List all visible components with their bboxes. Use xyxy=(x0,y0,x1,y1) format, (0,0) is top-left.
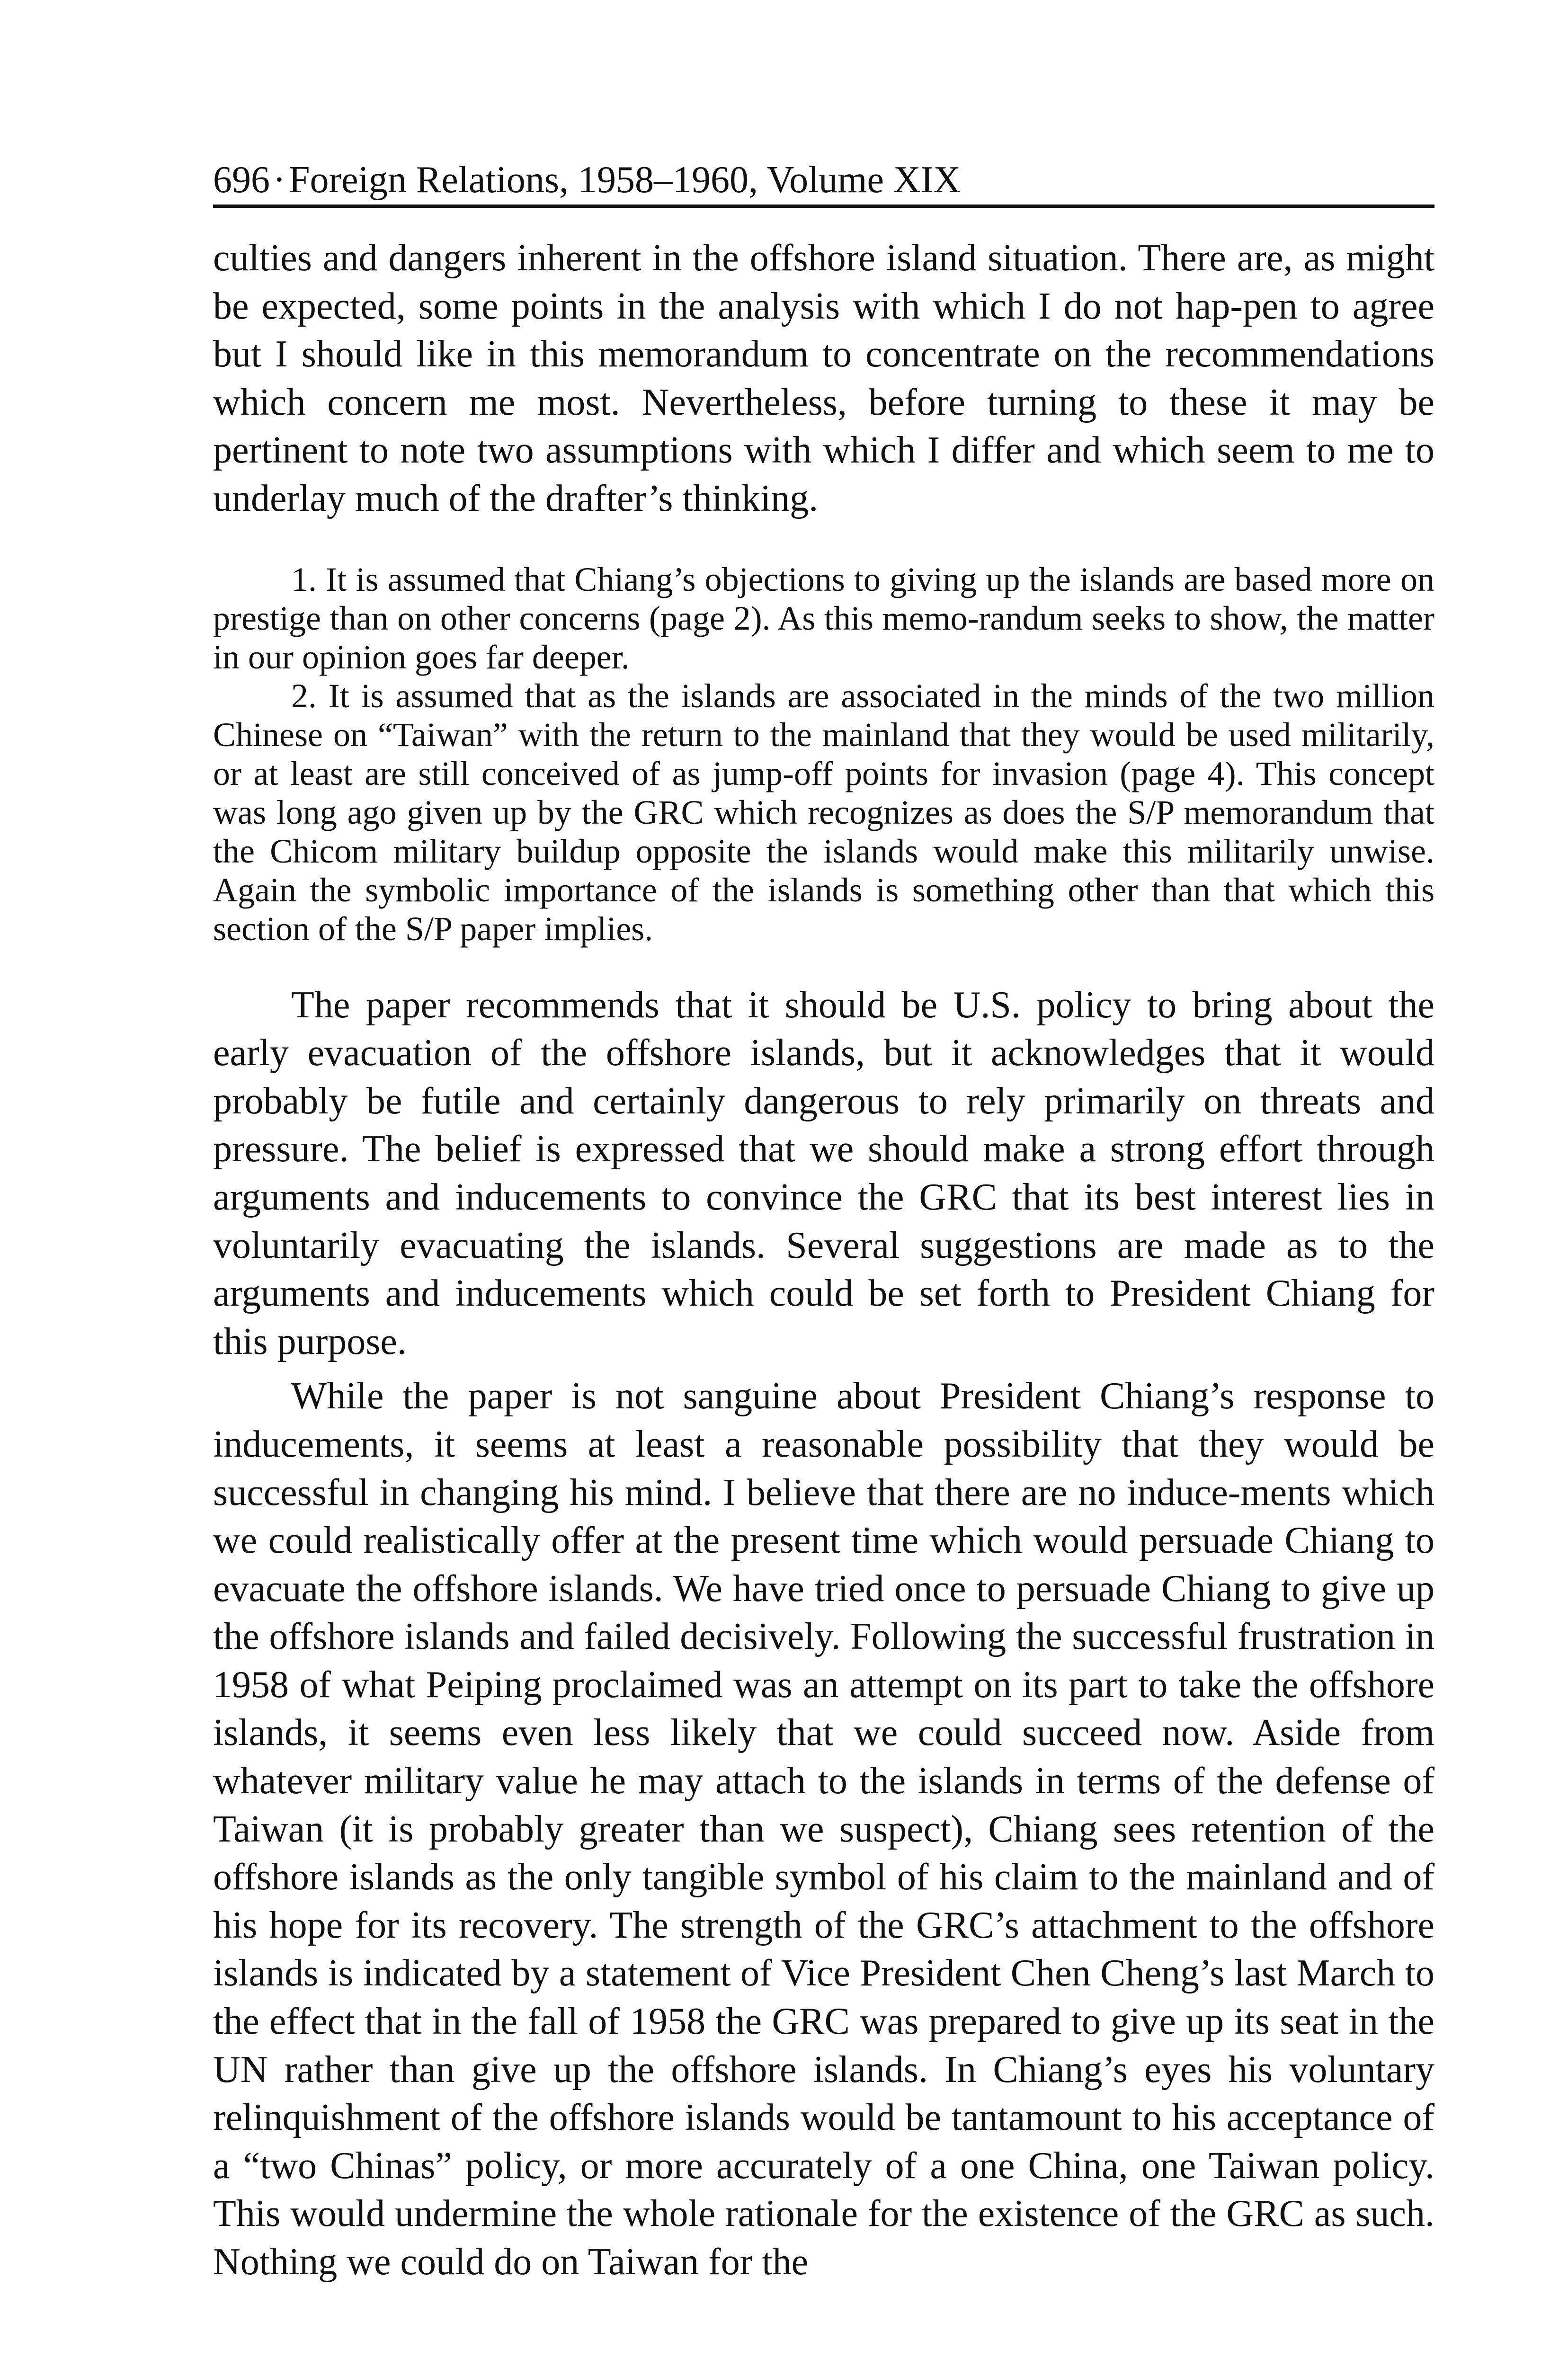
paragraph-inducements: While the paper is not sanguine about President Chiang’s response to inducements, it seems at least a reasonable possibility that they would be successful in changing his mind. I believe that there are no induce-ments which we could realistically offer at the present time which would persuade Chiang to evacuate the offshore islands. We have tried once to persuade Chiang to give up the offshore islands and failed decisively. Following the successful frustration in 1958 of what Peiping proclaimed was an attempt on its part to take the offshore islands, it seems even less likely that we could succeed now. Aside from whatever military value he may attach to the islands in terms of the defense of Taiwan (it is probably greater than we suspect), Chiang sees retention of the offshore islands as the only tangible symbol of his claim to the mainland and of his hope for its recovery. The strength of the GRC’s attachment to the offshore islands is indicated by a statement of Vice President Chen Cheng’s last March to the effect that in the fall of 1958 the GRC was prepared to give up its seat in the UN rather than give up the offshore islands. In Chiang’s eyes his voluntary relinquishment of the offshore islands would be tantamount to his acceptance of a “two Chinas” policy, or more accurately of a one China, one Taiwan policy. This would undermine the whole rationale for the existence of the GRC as such. Nothing we could do on Taiwan for the xyxy=(213,1375,1434,2283)
numbered-item-1: 1. It is assumed that Chiang’s objections to giving up the islands are based more on prestige than on other concerns (page 2). As this memo-randum seeks to show, the matter in our opinion goes far deeper. xyxy=(213,560,1434,676)
numbered-list xyxy=(213,560,1434,948)
header-separator: · xyxy=(273,159,286,201)
numbered-item-2: 2. It is assumed that as the islands are associated in the minds of the two million Chinese on “Taiwan” with the return to the mainland that they would be used militarily, or at least are still conceived of as jump-off points for invasion (page 4). This concept was long ago given up by the GRC which recognizes as does the S/P memorandum that the Chicom military buildup opposite the islands would make this militarily unwise. Again the symbolic importance of the islands is something other than that which this section of the S/P paper implies. xyxy=(213,676,1434,948)
paragraph-continued: culties and dangers inherent in the offshore island situation. There are, as might be expected, some points in the analysis with which I do not hap-pen to agree but I should like in this memorandum to concentrate on the recommendations which concern me most. Nevertheless, before turning to these it may be pertinent to note two assumptions with which I differ and which seem to me to underlay much of the drafter’s thinking. xyxy=(213,237,1434,519)
body-text xyxy=(213,234,1434,2287)
paragraph-recommendation: The paper recommends that it should be U.S. policy to bring about the early evacuation of the offshore islands, but it acknowledges that it would probably be futile and certainly dangerous to rely primarily on threats and pressure. The belief is expressed that we should make a strong effort through arguments and inducements to convince the GRC that its best interest lies in voluntarily evacuating the islands. Several suggestions are made as to the arguments and inducements which could be set forth to President Chiang for this purpose. xyxy=(213,984,1434,1362)
page-number: 696 xyxy=(213,159,270,201)
running-header xyxy=(213,156,1434,204)
header-title: Foreign Relations, 1958–1960, Volume XIX xyxy=(289,159,961,201)
header-rule xyxy=(213,205,1434,208)
